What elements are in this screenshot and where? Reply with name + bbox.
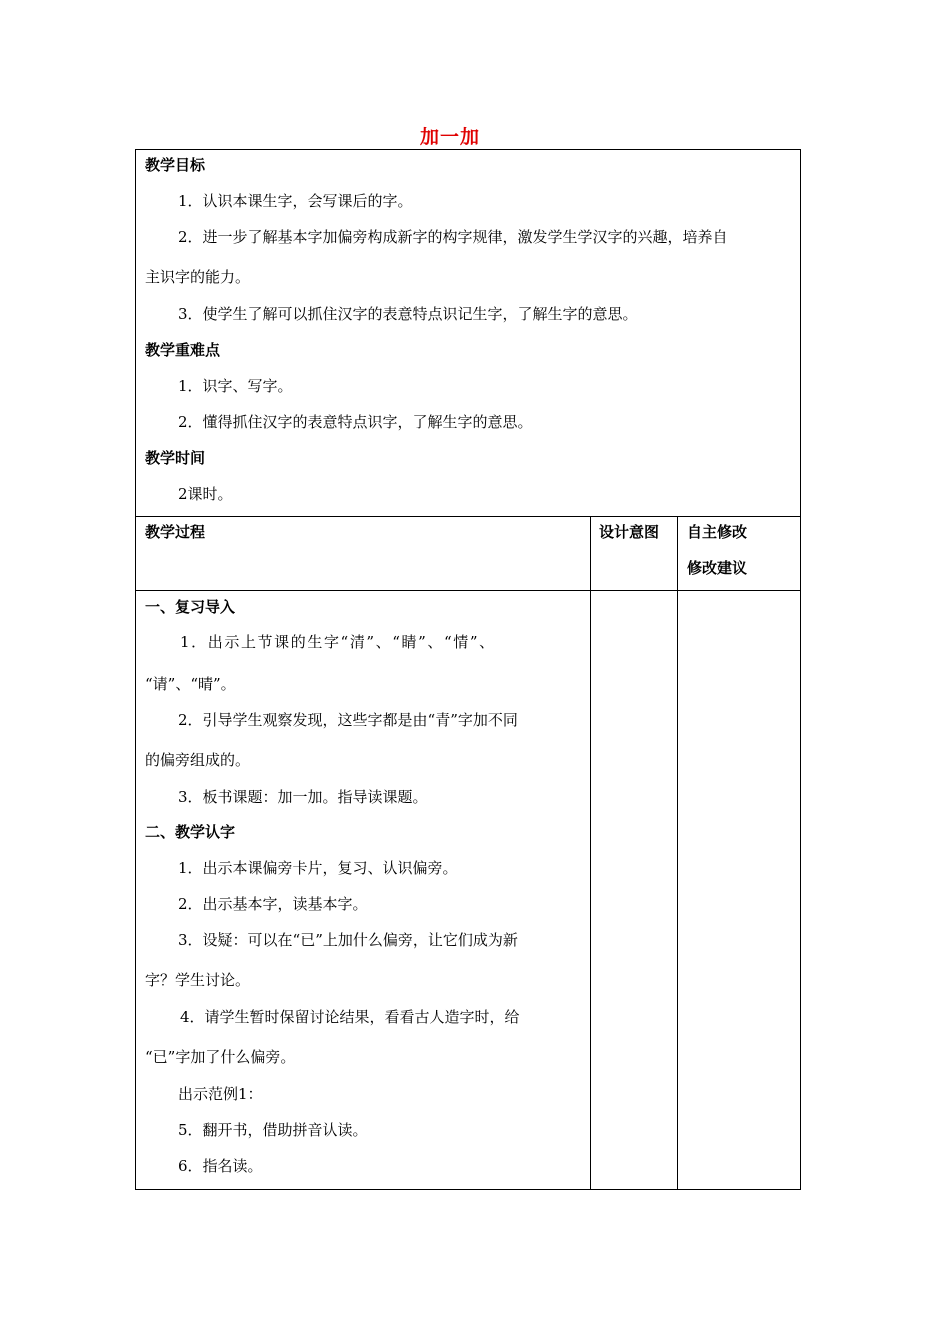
section1-line: “请”、“晴”。 <box>145 675 236 693</box>
objective-item: 1．认识本课生字，会写课后的字。 <box>178 192 413 210</box>
section1-line: 1．出示上节课的生字“清”、“睛”、“情”、 <box>180 633 496 651</box>
key-points-heading: 教学重难点 <box>145 341 221 359</box>
revise-suggestion-header: 修改建议 <box>687 559 748 577</box>
section2-line: 字？学生讨论。 <box>145 971 251 989</box>
header-divider <box>135 590 801 591</box>
section2-line: 出示范例1： <box>178 1085 263 1103</box>
design-header: 设计意图 <box>599 523 660 541</box>
section2-line: 3．设疑：可以在“已”上加什么偏旁，让它们成为新 <box>178 931 518 949</box>
time-heading: 教学时间 <box>145 449 206 467</box>
section2-line: 4．请学生暂时保留讨论结果，看看古人造字时，给 <box>180 1008 520 1026</box>
column-divider <box>590 516 591 1190</box>
time-value: 2课时。 <box>178 485 233 503</box>
section2-line: 5．翻开书，借助拼音认读。 <box>178 1121 368 1139</box>
process-header: 教学过程 <box>145 523 206 541</box>
section2-line: “已”字加了什么偏旁。 <box>145 1048 296 1066</box>
section2-line: 6．指名读。 <box>178 1157 263 1175</box>
objective-item: 3．使学生了解可以抓住汉字的表意特点识记生字，了解生字的意思。 <box>178 305 638 323</box>
objectives-heading: 教学目标 <box>145 156 206 174</box>
section2-line: 2．出示基本字，读基本字。 <box>178 895 368 913</box>
key-point-item: 2．懂得抓住汉字的表意特点识字，了解生字的意思。 <box>178 413 533 431</box>
section2-heading: 二、教学认字 <box>145 823 236 841</box>
section2-line: 1．出示本课偏旁卡片，复习、认识偏旁。 <box>178 859 458 877</box>
page-title: 加一加 <box>419 126 480 148</box>
section1-line: 的偏旁组成的。 <box>145 751 251 769</box>
section1-line: 2．引导学生观察发现，这些字都是由“青”字加不同 <box>178 711 518 729</box>
objective-item: 主识字的能力。 <box>145 268 251 286</box>
revise-header: 自主修改 <box>687 523 748 541</box>
section1-line: 3．板书课题：加一加。指导读课题。 <box>178 788 428 806</box>
key-point-item: 1．识字、写字。 <box>178 377 293 395</box>
section1-heading: 一、复习导入 <box>145 598 236 616</box>
objective-item: 2．进一步了解基本字加偏旁构成新字的构字规律，激发学生学汉字的兴趣，培养自 <box>178 228 728 246</box>
column-divider <box>677 516 678 1190</box>
